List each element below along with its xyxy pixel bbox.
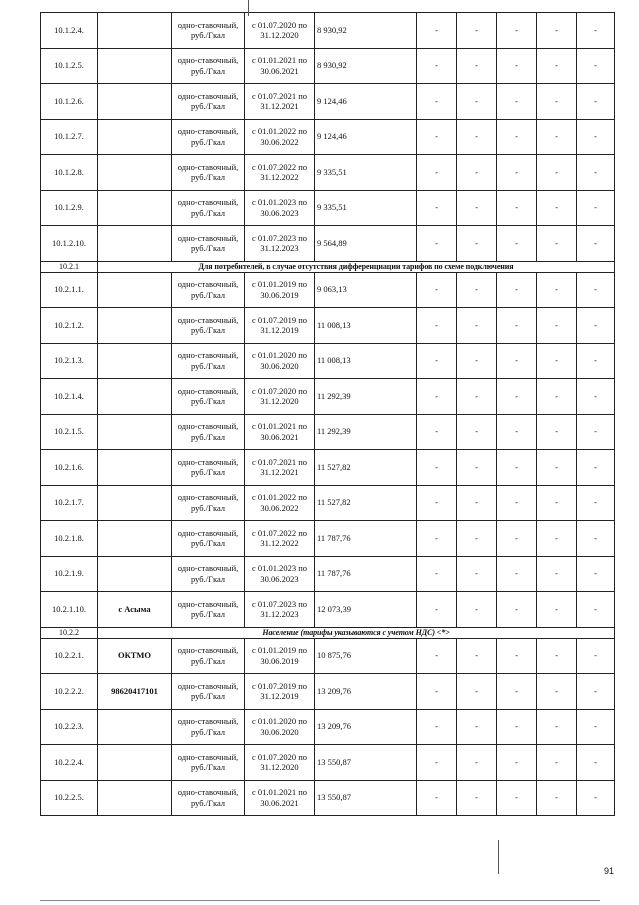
- empty-value-cell: -: [497, 272, 537, 308]
- empty-value-cell: -: [497, 379, 537, 415]
- empty-value-cell: -: [457, 155, 497, 191]
- table-row: [41, 272, 615, 308]
- row-number: 10.2.1.7.: [41, 485, 98, 521]
- empty-value-cell: -: [497, 343, 537, 379]
- row-number: 10.2.2.3.: [41, 709, 98, 745]
- tariff-value: 9 564,89: [315, 226, 417, 262]
- empty-value-cell: -: [457, 48, 497, 84]
- empty-value-cell: -: [457, 592, 497, 628]
- row-number: 10.2.1.3.: [41, 343, 98, 379]
- empty-value-cell: -: [537, 745, 577, 781]
- empty-value-cell: -: [457, 343, 497, 379]
- tariff-unit: одно-ставочный, руб./Гкал: [172, 379, 245, 415]
- tariff-period: с 01.07.2020 по 31.12.2020: [245, 745, 315, 781]
- empty-value-cell: -: [457, 556, 497, 592]
- tariff-period: с 01.01.2022 по 30.06.2022: [245, 119, 315, 155]
- empty-value-cell: -: [417, 592, 457, 628]
- empty-value-cell: -: [537, 521, 577, 557]
- tariff-unit: одно-ставочный, руб./Гкал: [172, 414, 245, 450]
- location-cell: [98, 745, 172, 781]
- empty-value-cell: -: [497, 13, 537, 49]
- row-number: 10.2.1.6.: [41, 450, 98, 486]
- tariff-value: 11 527,82: [315, 485, 417, 521]
- empty-value-cell: -: [417, 155, 457, 191]
- tariff-unit: одно-ставочный, руб./Гкал: [172, 745, 245, 781]
- empty-value-cell: -: [457, 674, 497, 710]
- empty-value-cell: -: [537, 119, 577, 155]
- tariff-period: с 01.07.2020 по 31.12.2020: [245, 13, 315, 49]
- empty-value-cell: -: [457, 521, 497, 557]
- table-row: [41, 343, 615, 379]
- empty-value-cell: -: [577, 450, 615, 486]
- table-row: [41, 155, 615, 191]
- tariff-unit: одно-ставочный, руб./Гкал: [172, 119, 245, 155]
- empty-value-cell: -: [577, 521, 615, 557]
- tariff-value: 11 292,39: [315, 414, 417, 450]
- location-cell: [98, 780, 172, 816]
- tariff-unit: одно-ставочный, руб./Гкал: [172, 485, 245, 521]
- empty-value-cell: -: [577, 226, 615, 262]
- tariff-unit: одно-ставочный, руб./Гкал: [172, 13, 245, 49]
- empty-value-cell: -: [537, 414, 577, 450]
- row-number: 10.2.1: [41, 261, 98, 272]
- tariff-unit: одно-ставочный, руб./Гкал: [172, 226, 245, 262]
- empty-value-cell: -: [457, 226, 497, 262]
- table-row: [41, 226, 615, 262]
- empty-value-cell: -: [537, 155, 577, 191]
- tariff-unit: одно-ставочный, руб./Гкал: [172, 638, 245, 674]
- row-number: 10.1.2.10.: [41, 226, 98, 262]
- tariff-unit: одно-ставочный, руб./Гкал: [172, 592, 245, 628]
- empty-value-cell: -: [497, 84, 537, 120]
- row-number: 10.1.2.4.: [41, 13, 98, 49]
- row-number: 10.2.2.2.: [41, 674, 98, 710]
- location-cell: [98, 521, 172, 557]
- row-number: 10.2.1.2.: [41, 308, 98, 344]
- table-row: [41, 485, 615, 521]
- empty-value-cell: -: [497, 155, 537, 191]
- location-cell: [98, 556, 172, 592]
- empty-value-cell: -: [457, 190, 497, 226]
- location-cell: [98, 308, 172, 344]
- tariff-value: 11 008,13: [315, 343, 417, 379]
- empty-value-cell: -: [457, 84, 497, 120]
- empty-value-cell: -: [457, 414, 497, 450]
- scan-artifact-bottom: [498, 840, 499, 874]
- section-row: [41, 627, 615, 638]
- empty-value-cell: -: [457, 379, 497, 415]
- table-row: [41, 709, 615, 745]
- table-row: [41, 521, 615, 557]
- tariff-value: 12 073,39: [315, 592, 417, 628]
- tariff-value: 8 930,92: [315, 13, 417, 49]
- empty-value-cell: -: [537, 379, 577, 415]
- empty-value-cell: -: [417, 84, 457, 120]
- empty-value-cell: -: [577, 308, 615, 344]
- tariff-unit: одно-ставочный, руб./Гкал: [172, 450, 245, 486]
- tariff-period: с 01.07.2020 по 31.12.2020: [245, 379, 315, 415]
- location-cell: [98, 190, 172, 226]
- empty-value-cell: -: [457, 780, 497, 816]
- tariff-value: 9 335,51: [315, 155, 417, 191]
- tariff-value: 11 292,39: [315, 379, 417, 415]
- table-row: [41, 84, 615, 120]
- empty-value-cell: -: [417, 190, 457, 226]
- tariff-value: 13 550,87: [315, 745, 417, 781]
- tariff-value: 13 209,76: [315, 674, 417, 710]
- empty-value-cell: -: [577, 379, 615, 415]
- location-cell: [98, 119, 172, 155]
- empty-value-cell: -: [577, 556, 615, 592]
- empty-value-cell: -: [457, 485, 497, 521]
- empty-value-cell: -: [577, 48, 615, 84]
- empty-value-cell: -: [497, 190, 537, 226]
- row-number: 10.2.1.4.: [41, 379, 98, 415]
- empty-value-cell: -: [417, 556, 457, 592]
- empty-value-cell: -: [537, 780, 577, 816]
- empty-value-cell: -: [417, 521, 457, 557]
- location-cell: [98, 709, 172, 745]
- empty-value-cell: -: [577, 638, 615, 674]
- empty-value-cell: -: [577, 674, 615, 710]
- tariff-unit: одно-ставочный, руб./Гкал: [172, 674, 245, 710]
- empty-value-cell: -: [537, 272, 577, 308]
- empty-value-cell: -: [497, 485, 537, 521]
- tariff-period: с 01.01.2019 по 30.06.2019: [245, 638, 315, 674]
- tariff-period: с 01.01.2019 по 30.06.2019: [245, 272, 315, 308]
- empty-value-cell: -: [417, 379, 457, 415]
- table-row: [41, 556, 615, 592]
- empty-value-cell: -: [577, 343, 615, 379]
- table-row: [41, 379, 615, 415]
- row-number: 10.2.1.5.: [41, 414, 98, 450]
- empty-value-cell: -: [497, 226, 537, 262]
- empty-value-cell: -: [457, 13, 497, 49]
- location-cell: [98, 272, 172, 308]
- table-row: [41, 780, 615, 816]
- section-title: Население (тарифы указываются с учетом НДС) <*>: [98, 627, 615, 638]
- tariff-value: 9 063,13: [315, 272, 417, 308]
- tariff-period: с 01.01.2023 по 30.06.2023: [245, 556, 315, 592]
- tariff-period: с 01.07.2019 по 31.12.2019: [245, 674, 315, 710]
- tariff-period: с 01.01.2021 по 30.06.2021: [245, 780, 315, 816]
- empty-value-cell: -: [497, 638, 537, 674]
- tariff-period: с 01.07.2023 по 31.12.2023: [245, 592, 315, 628]
- tariff-table: [40, 12, 615, 816]
- empty-value-cell: -: [577, 709, 615, 745]
- empty-value-cell: -: [537, 709, 577, 745]
- empty-value-cell: -: [537, 190, 577, 226]
- section-row: [41, 261, 615, 272]
- empty-value-cell: -: [537, 556, 577, 592]
- location-cell: [98, 48, 172, 84]
- tariff-value: 11 787,76: [315, 521, 417, 557]
- empty-value-cell: -: [497, 745, 537, 781]
- table-row: [41, 308, 615, 344]
- tariff-value: 8 930,92: [315, 48, 417, 84]
- row-number: 10.2.1.10.: [41, 592, 98, 628]
- page-number: 91: [604, 866, 615, 876]
- tariff-period: с 01.07.2022 по 31.12.2022: [245, 155, 315, 191]
- empty-value-cell: -: [417, 308, 457, 344]
- table-row: [41, 745, 615, 781]
- empty-value-cell: -: [537, 13, 577, 49]
- tariff-value: 9 335,51: [315, 190, 417, 226]
- table-row: [41, 450, 615, 486]
- table-row: [41, 13, 615, 49]
- empty-value-cell: -: [457, 638, 497, 674]
- tariff-value: 10 875,76: [315, 638, 417, 674]
- tariff-value: 9 124,46: [315, 119, 417, 155]
- tariff-value: 11 787,76: [315, 556, 417, 592]
- empty-value-cell: -: [577, 190, 615, 226]
- row-number: 10.2.1.9.: [41, 556, 98, 592]
- table-row: [41, 592, 615, 628]
- row-number: 10.2.2.4.: [41, 745, 98, 781]
- empty-value-cell: -: [577, 13, 615, 49]
- empty-value-cell: -: [417, 13, 457, 49]
- empty-value-cell: -: [497, 521, 537, 557]
- empty-value-cell: -: [577, 84, 615, 120]
- row-number: 10.1.2.7.: [41, 119, 98, 155]
- empty-value-cell: -: [457, 745, 497, 781]
- empty-value-cell: -: [417, 343, 457, 379]
- empty-value-cell: -: [457, 119, 497, 155]
- tariff-value: 11 527,82: [315, 450, 417, 486]
- location-cell: [98, 414, 172, 450]
- location-cell: [98, 84, 172, 120]
- tariff-unit: одно-ставочный, руб./Гкал: [172, 48, 245, 84]
- empty-value-cell: -: [577, 414, 615, 450]
- empty-value-cell: -: [417, 450, 457, 486]
- empty-value-cell: -: [537, 226, 577, 262]
- empty-value-cell: -: [457, 709, 497, 745]
- location-cell: [98, 155, 172, 191]
- empty-value-cell: -: [537, 308, 577, 344]
- tariff-unit: одно-ставочный, руб./Гкал: [172, 190, 245, 226]
- empty-value-cell: -: [537, 485, 577, 521]
- empty-value-cell: -: [577, 780, 615, 816]
- empty-value-cell: -: [417, 674, 457, 710]
- tariff-period: с 01.07.2021 по 31.12.2021: [245, 450, 315, 486]
- scan-artifact-top: [248, 0, 249, 16]
- empty-value-cell: -: [417, 414, 457, 450]
- location-cell: [98, 13, 172, 49]
- table-row: [41, 414, 615, 450]
- row-number: 10.1.2.6.: [41, 84, 98, 120]
- empty-value-cell: -: [537, 450, 577, 486]
- tariff-unit: одно-ставочный, руб./Гкал: [172, 155, 245, 191]
- tariff-unit: одно-ставочный, руб./Гкал: [172, 84, 245, 120]
- location-cell: ОКТМО: [98, 638, 172, 674]
- empty-value-cell: -: [417, 226, 457, 262]
- empty-value-cell: -: [497, 674, 537, 710]
- tariff-period: с 01.01.2020 по 30.06.2020: [245, 709, 315, 745]
- empty-value-cell: -: [537, 638, 577, 674]
- empty-value-cell: -: [577, 485, 615, 521]
- tariff-period: с 01.07.2021 по 31.12.2021: [245, 84, 315, 120]
- tariff-table-body: [41, 13, 615, 816]
- tariff-value: 13 209,76: [315, 709, 417, 745]
- empty-value-cell: -: [417, 119, 457, 155]
- empty-value-cell: -: [537, 48, 577, 84]
- empty-value-cell: -: [537, 84, 577, 120]
- scan-artifact-footer: [40, 900, 600, 901]
- location-cell: [98, 343, 172, 379]
- empty-value-cell: -: [497, 709, 537, 745]
- empty-value-cell: -: [497, 556, 537, 592]
- location-cell: [98, 226, 172, 262]
- section-title: Для потребителей, в случае отсутствия дифференциации тарифов по схеме подключения: [98, 261, 615, 272]
- row-number: 10.2.2.5.: [41, 780, 98, 816]
- tariff-period: с 01.07.2022 по 31.12.2022: [245, 521, 315, 557]
- empty-value-cell: -: [497, 48, 537, 84]
- empty-value-cell: -: [417, 272, 457, 308]
- empty-value-cell: -: [417, 780, 457, 816]
- row-number: 10.2.1.8.: [41, 521, 98, 557]
- tariff-unit: одно-ставочный, руб./Гкал: [172, 521, 245, 557]
- empty-value-cell: -: [577, 592, 615, 628]
- table-row: [41, 48, 615, 84]
- tariff-period: с 01.01.2020 по 30.06.2020: [245, 343, 315, 379]
- tariff-unit: одно-ставочный, руб./Гкал: [172, 709, 245, 745]
- empty-value-cell: -: [457, 450, 497, 486]
- location-cell: [98, 450, 172, 486]
- empty-value-cell: -: [577, 119, 615, 155]
- empty-value-cell: -: [457, 308, 497, 344]
- empty-value-cell: -: [417, 48, 457, 84]
- table-row: [41, 190, 615, 226]
- tariff-unit: одно-ставочный, руб./Гкал: [172, 780, 245, 816]
- tariff-period: с 01.07.2023 по 31.12.2023: [245, 226, 315, 262]
- tariff-unit: одно-ставочный, руб./Гкал: [172, 308, 245, 344]
- tariff-unit: одно-ставочный, руб./Гкал: [172, 272, 245, 308]
- empty-value-cell: -: [497, 780, 537, 816]
- empty-value-cell: -: [497, 450, 537, 486]
- empty-value-cell: -: [577, 272, 615, 308]
- tariff-period: с 01.07.2019 по 31.12.2019: [245, 308, 315, 344]
- row-number: 10.2.2: [41, 627, 98, 638]
- row-number: 10.1.2.5.: [41, 48, 98, 84]
- tariff-period: с 01.01.2022 по 30.06.2022: [245, 485, 315, 521]
- empty-value-cell: -: [497, 119, 537, 155]
- empty-value-cell: -: [417, 638, 457, 674]
- tariff-value: 9 124,46: [315, 84, 417, 120]
- empty-value-cell: -: [577, 745, 615, 781]
- location-cell: 98620417101: [98, 674, 172, 710]
- empty-value-cell: -: [457, 272, 497, 308]
- empty-value-cell: -: [417, 745, 457, 781]
- row-number: 10.1.2.9.: [41, 190, 98, 226]
- location-cell: [98, 485, 172, 521]
- empty-value-cell: -: [577, 155, 615, 191]
- row-number: 10.2.2.1.: [41, 638, 98, 674]
- tariff-period: с 01.01.2021 по 30.06.2021: [245, 48, 315, 84]
- row-number: 10.1.2.8.: [41, 155, 98, 191]
- tariff-value: 11 008,13: [315, 308, 417, 344]
- empty-value-cell: -: [537, 343, 577, 379]
- empty-value-cell: -: [497, 308, 537, 344]
- empty-value-cell: -: [537, 674, 577, 710]
- table-row: [41, 638, 615, 674]
- tariff-value: 13 550,87: [315, 780, 417, 816]
- location-cell: [98, 379, 172, 415]
- tariff-unit: одно-ставочный, руб./Гкал: [172, 556, 245, 592]
- empty-value-cell: -: [417, 709, 457, 745]
- empty-value-cell: -: [417, 485, 457, 521]
- tariff-unit: одно-ставочный, руб./Гкал: [172, 343, 245, 379]
- empty-value-cell: -: [537, 592, 577, 628]
- table-row: [41, 119, 615, 155]
- tariff-period: с 01.01.2023 по 30.06.2023: [245, 190, 315, 226]
- empty-value-cell: -: [497, 592, 537, 628]
- row-number: 10.2.1.1.: [41, 272, 98, 308]
- location-cell: с Асыма: [98, 592, 172, 628]
- table-row: [41, 674, 615, 710]
- empty-value-cell: -: [497, 414, 537, 450]
- tariff-period: с 01.01.2021 по 30.06.2021: [245, 414, 315, 450]
